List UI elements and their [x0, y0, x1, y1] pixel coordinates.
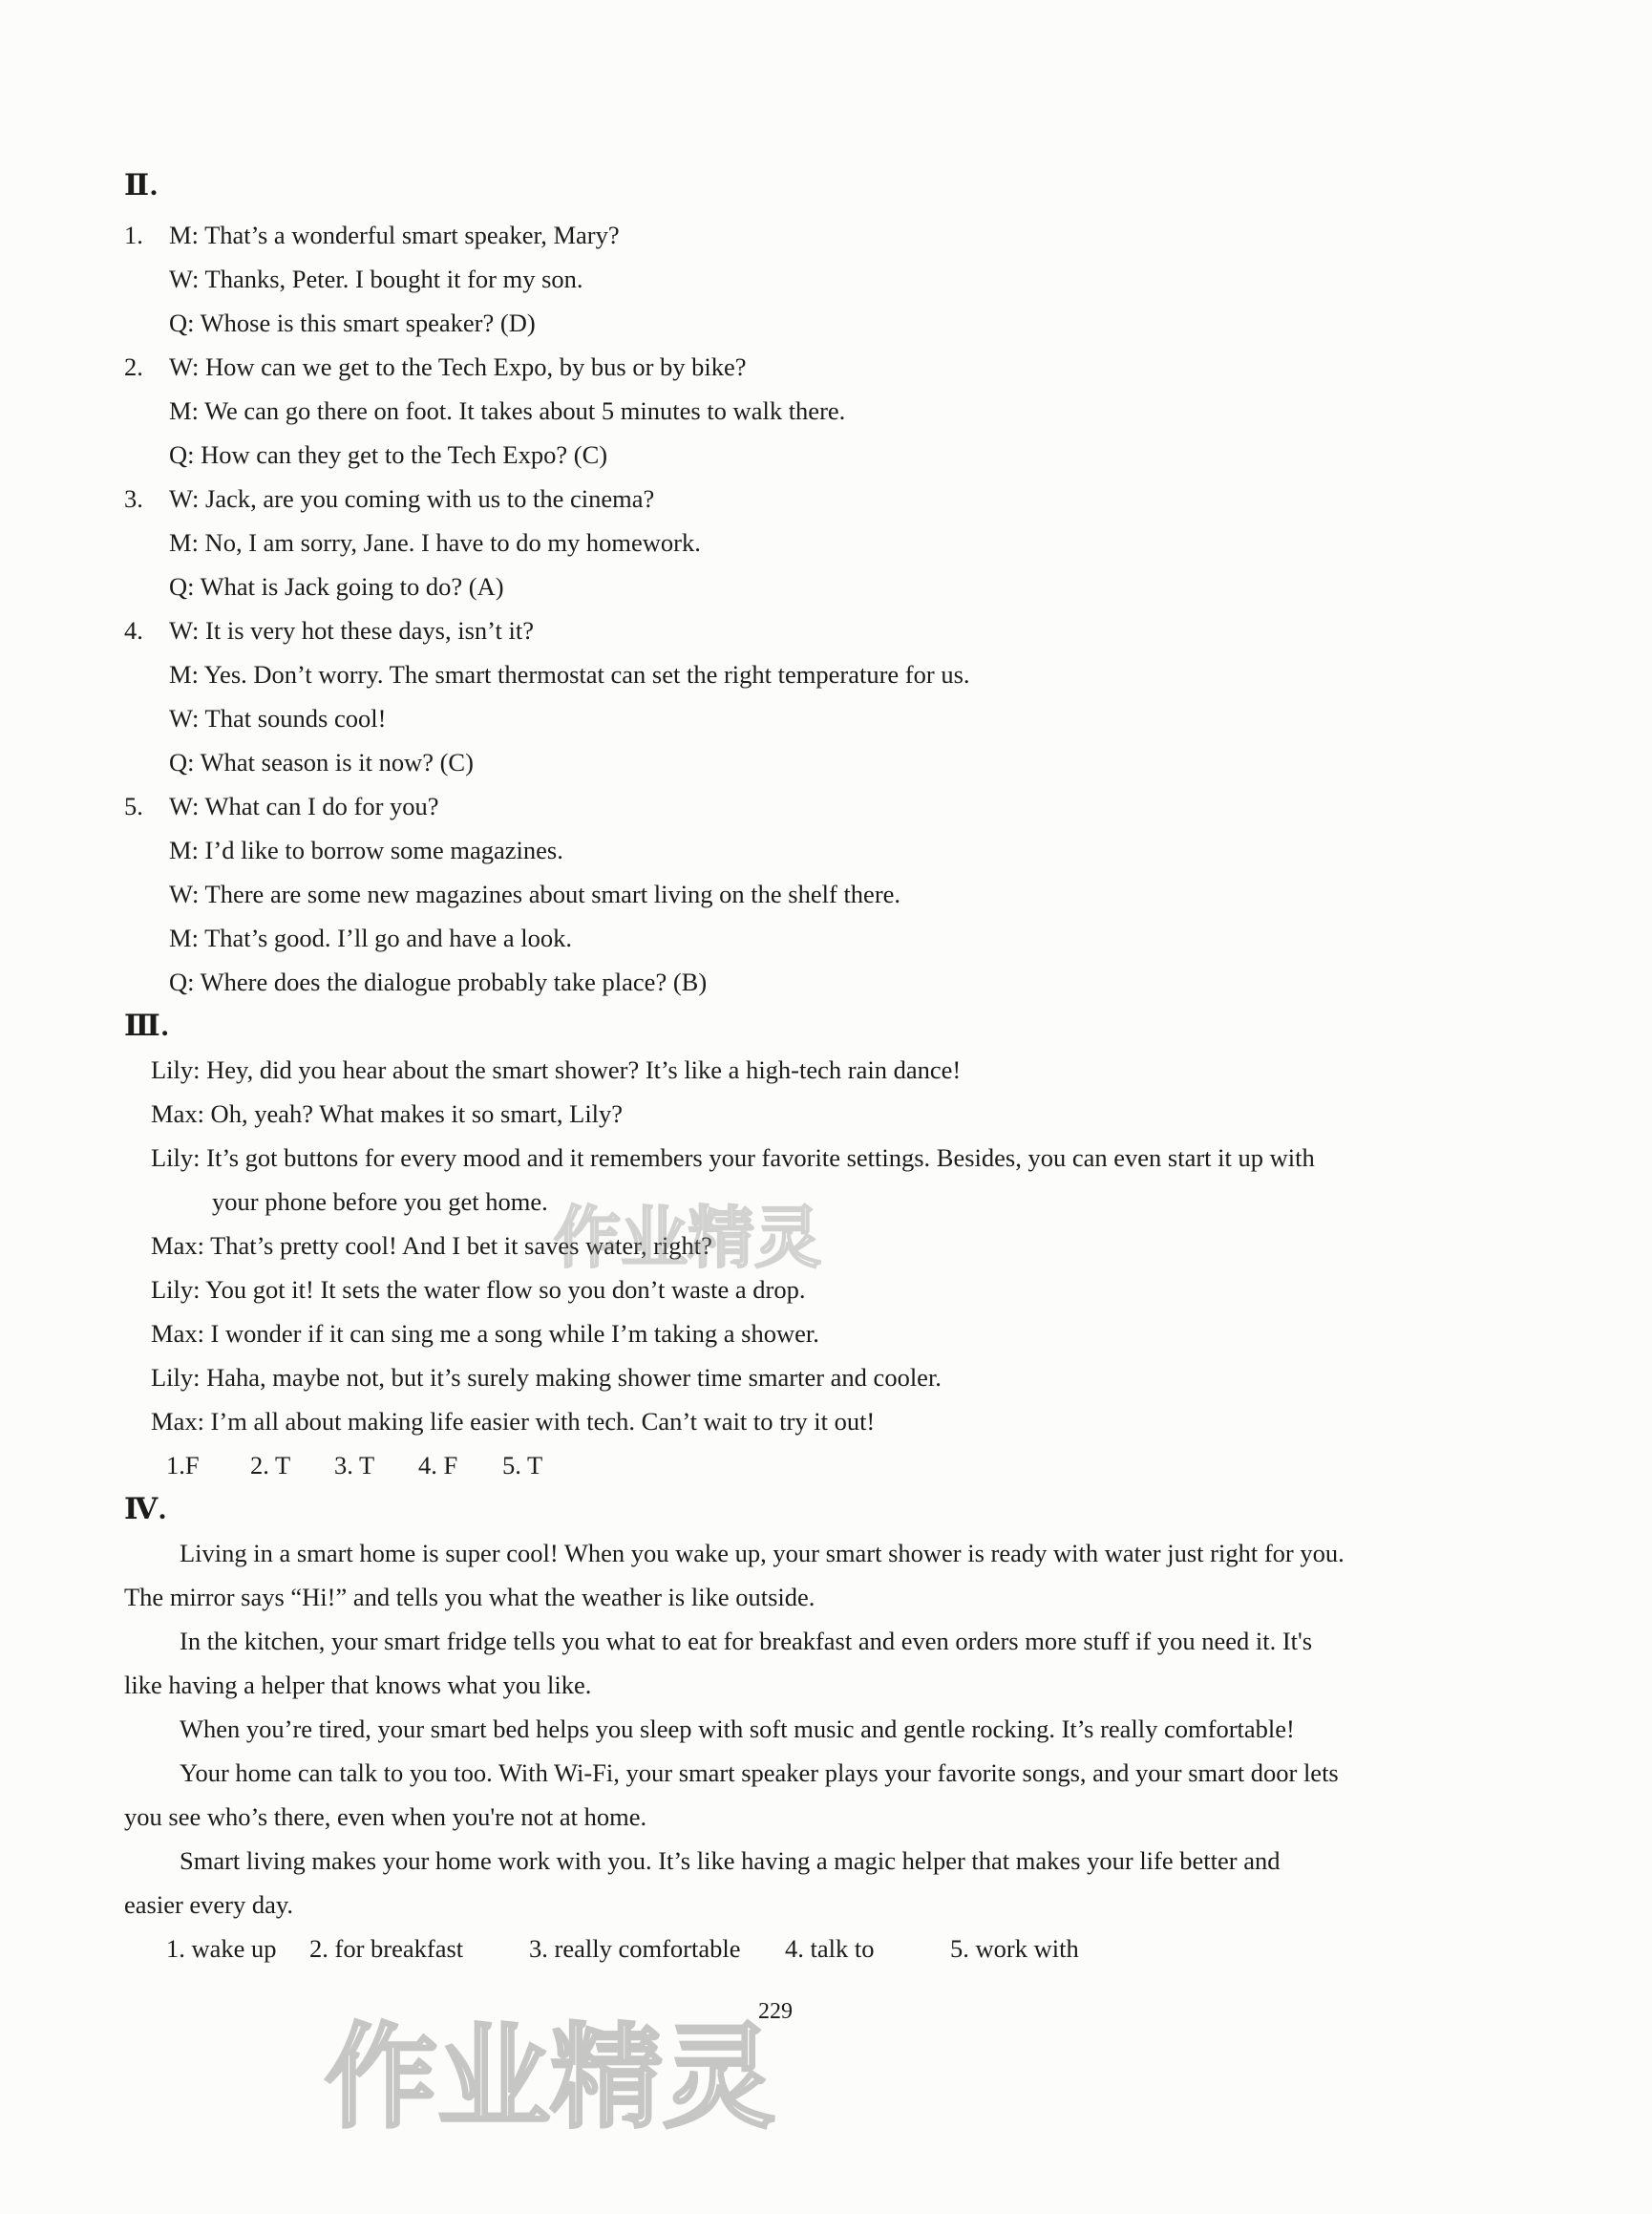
section-2-heading: Ⅱ. — [124, 168, 159, 202]
section-3-heading: Ⅲ. — [124, 1009, 170, 1042]
page-number: 229 — [758, 1999, 793, 2024]
dialogue-line: W: Jack, are you coming with us to the cinema? — [169, 484, 655, 513]
passage-line: like having a helper that knows what you like. — [124, 1671, 592, 1699]
answer: 1. wake up — [166, 1934, 277, 1963]
conversation-line: Lily: Haha, maybe not, but it’s surely making shower time smarter and cooler. — [151, 1363, 942, 1392]
dialogue-line: Q: What is Jack going to do? (A) — [169, 572, 504, 601]
dialogue-line: M: That’s a wonderful smart speaker, Mary? — [169, 221, 620, 249]
conversation-line: Max: I’m all about making life easier with tech. Can’t wait to try it out! — [151, 1407, 876, 1436]
answer: 2. T — [250, 1451, 291, 1480]
answer: 5. T — [502, 1451, 543, 1480]
answer: 2. for breakfast — [309, 1934, 464, 1963]
passage-line: In the kitchen, your smart fridge tells you what to eat for breakfast and even orders more stuff if you need it. It's — [180, 1627, 1313, 1655]
dialogue-line: Q: What season is it now? (C) — [169, 748, 474, 777]
passage-line: Your home can talk to you too. With Wi-Fi, your smart speaker plays your favorite songs, and your smart door lets — [180, 1758, 1339, 1787]
dialogue-line: W: There are some new magazines about smart living on the shelf there. — [169, 880, 901, 908]
conversation-line: Max: That’s pretty cool! And I bet it saves water, right? — [151, 1231, 712, 1260]
dialogue-line: M: Yes. Don’t worry. The smart thermostat can set the right temperature for us. — [169, 660, 970, 689]
item-number: 3. — [124, 484, 143, 513]
answer: 4. talk to — [785, 1934, 875, 1963]
dialogue-line: Q: Where does the dialogue probably take place? (B) — [169, 968, 708, 996]
conversation-line: Max: I wonder if it can sing me a song while I’m taking a shower. — [151, 1319, 819, 1348]
conversation-line: your phone before you get home. — [212, 1187, 548, 1216]
section-3-answers — [166, 1450, 542, 1480]
conversation-line: Lily: Hey, did you hear about the smart shower? It’s like a high-tech rain dance! — [151, 1055, 962, 1084]
answer: 1.F — [166, 1451, 200, 1480]
dialogue-line: W: It is very hot these days, isn’t it? — [169, 616, 534, 645]
dialogue-line: M: No, I am sorry, Jane. I have to do my homework. — [169, 528, 701, 557]
item-number: 5. — [124, 792, 143, 820]
section-4-answers — [166, 1933, 1079, 1964]
answer: 5. work with — [950, 1934, 1079, 1963]
passage-line: Smart living makes your home work with you. It’s like having a magic helper that makes your life better and — [180, 1846, 1281, 1875]
dialogue-line: W: That sounds cool! — [169, 704, 387, 733]
conversation-line: Lily: It’s got buttons for every mood and it remembers your favorite settings. Besides, you can even start it up with — [151, 1143, 1315, 1172]
section-4-heading: Ⅳ. — [124, 1492, 167, 1525]
item-number: 4. — [124, 616, 143, 645]
answer: 3. T — [334, 1451, 375, 1480]
passage-line: easier every day. — [124, 1890, 294, 1919]
dialogue-line: Q: Whose is this smart speaker? (D) — [169, 309, 536, 337]
dialogue-line: W: Thanks, Peter. I bought it for my son. — [169, 265, 583, 293]
item-number: 1. — [124, 221, 143, 249]
conversation-line: Lily: You got it! It sets the water flow so you don’t waste a drop. — [151, 1275, 806, 1304]
watermark-text: 作业精灵 — [554, 1199, 821, 1277]
dialogue-line: M: That’s good. I’ll go and have a look. — [169, 924, 572, 952]
answer: 3. really comfortable — [529, 1934, 741, 1963]
passage-line: Living in a smart home is super cool! When you wake up, your smart shower is ready with water just right for you. — [180, 1539, 1345, 1567]
watermark-text: 作业精灵 — [325, 2012, 776, 2143]
conversation-line: Max: Oh, yeah? What makes it so smart, Lily? — [151, 1099, 624, 1128]
dialogue-line: M: We can go there on foot. It takes about 5 minutes to walk there. — [169, 396, 846, 425]
passage-line: When you’re tired, your smart bed helps you sleep with soft music and gentle rocking. It’s really comfortable! — [180, 1714, 1295, 1743]
dialogue-line: W: How can we get to the Tech Expo, by bus or by bike? — [169, 352, 747, 381]
passage-line: you see who’s there, even when you're not at home. — [124, 1802, 647, 1831]
dialogue-line: W: What can I do for you? — [169, 792, 439, 820]
dialogue-line: Q: How can they get to the Tech Expo? (C) — [169, 440, 608, 469]
item-number: 2. — [124, 352, 143, 381]
passage-line: The mirror says “Hi!” and tells you what the weather is like outside. — [124, 1583, 815, 1611]
answer: 4. F — [418, 1451, 458, 1480]
dialogue-line: M: I’d like to borrow some magazines. — [169, 836, 563, 864]
